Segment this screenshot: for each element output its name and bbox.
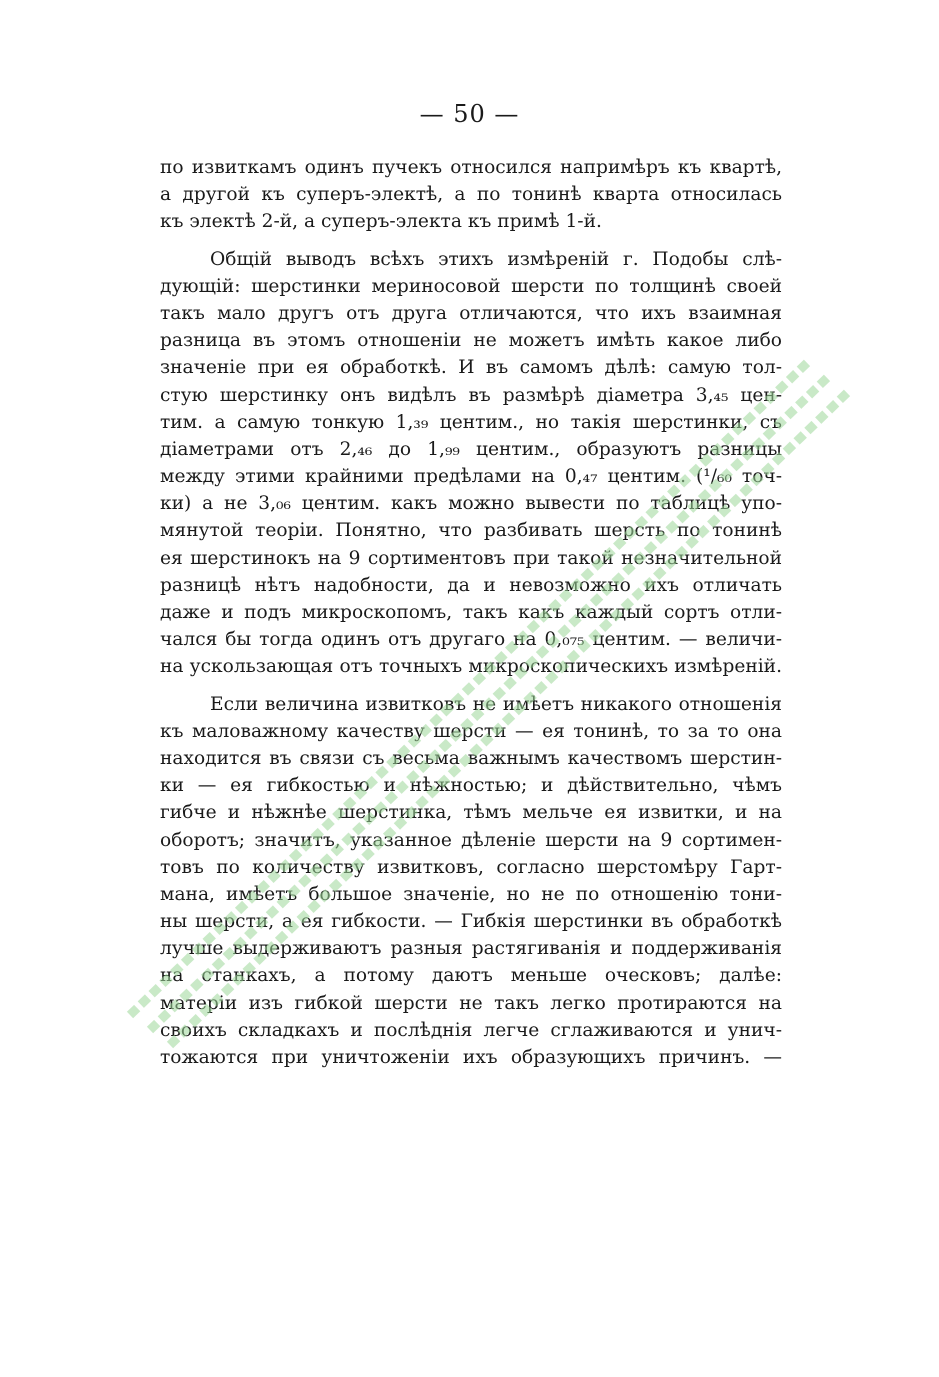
text-line: разница въ этомъ отношеніи не можетъ имѣть какое либо — [160, 330, 782, 352]
text-line: даже и подъ микроскопомъ, такъ какъ каждый сортъ отли- — [160, 602, 782, 623]
text-line: тожаются при уничтоженіи ихъ образующихъ причинъ. — — [160, 1047, 782, 1068]
text-line: мана, имѣетъ большое значеніе, но не по отношенію тони- — [160, 883, 782, 905]
text-line: между этими крайними предѣлами на 0,₄₇ центим. (¹/₆₀ точ- — [160, 466, 782, 488]
text-line: Если величина извитковъ не имѣетъ никакого отношенія — [210, 693, 782, 715]
text-line: матеріи изъ гибкой шерсти не такъ легко протираются на — [160, 992, 782, 1014]
paragraph-3 — [160, 691, 782, 1072]
text-line: ки — ея гибкостью и нѣжностью; и дѣйствительно, чѣмъ — [160, 775, 782, 797]
text-line: такъ мало другъ отъ друга отличаются, что ихъ взаимная — [160, 302, 782, 324]
text-line: дующій: шерстинки мериносовой шерсти по толщинѣ своей — [160, 275, 782, 297]
text-line: разницѣ нѣтъ надобности, да и невозможно ихъ отличать — [160, 574, 782, 596]
text-line: лучше выдерживаютъ разныя растягиванія и поддерживанія — [160, 938, 782, 960]
text-line: къ электѣ 2-й, а суперъ-электа къ примѣ 1-й. — [160, 211, 602, 233]
text-line: діаметрами отъ 2,₄₆ до 1,₉₉ центим., образуютъ разницы — [160, 438, 782, 460]
text-line: находится въ связи съ весьма важнымъ качествомъ шерстин- — [160, 747, 782, 769]
text-line: ны шерсти, а ея гибкости. — Гибкія шерстинки въ обработкѣ — [160, 911, 782, 933]
page-number: — 50 — — [419, 100, 520, 128]
paragraph-1 — [160, 154, 782, 236]
paragraph-2 — [160, 246, 782, 681]
text-line: по извиткамъ одинъ пучекъ относился напримѣръ къ квартѣ, — [160, 157, 782, 178]
text-line: товъ по количеству извитковъ, согласно шерстомѣру Гарт- — [160, 856, 782, 878]
text-line: ея шерстинокъ на 9 сортиментовъ при такой незначительной — [160, 547, 782, 569]
text-line: оборотъ; значитъ, указанное дѣленіе шерсти на 9 сортимен- — [160, 829, 782, 851]
text-line: тим. а самую тонкую 1,₃₉ центим., но такія шерстинки, съ — [160, 411, 782, 433]
text-line: къ маловажному качеству шерсти — ея тонинѣ, то за то она — [160, 720, 782, 742]
text-line: ки) а не 3,₀₆ центим. какъ можно вывести по таблицѣ упо- — [160, 493, 782, 515]
text-line: на станкахъ, а потому даютъ меньше оческовъ; далѣе: — [160, 965, 782, 987]
text-line: чался бы тогда одинъ отъ другаго на 0,₀₇₅ центим. — величи- — [160, 629, 782, 651]
text-line: на ускользающая отъ точныхъ микроскопическихъ измѣреній. — [160, 656, 782, 678]
text-line: Общій выводъ всѣхъ этихъ измѣреній г. Подобы слѣ- — [210, 248, 782, 270]
text-line: своихъ складкахъ и послѣднія легче сглаживаются и унич- — [160, 1019, 782, 1041]
text-line: стую шерстинку онъ видѣлъ въ размѣрѣ діаметра 3,₄₅ цен- — [160, 384, 782, 406]
text-line: а другой къ суперъ-электѣ, а по тонинѣ кварта относилась — [160, 184, 782, 206]
body-text — [160, 154, 782, 1071]
text-line: значеніе при ея обработкѣ. И въ самомъ дѣлѣ: самую тол- — [160, 357, 782, 379]
text-line: мянутой теоріи. Понятно, что разбивать шерсть по тонинѣ — [160, 520, 782, 542]
text-line: гибче и нѣжнѣе шерстинка, тѣмъ мельче ея извитки, и на — [160, 802, 782, 824]
